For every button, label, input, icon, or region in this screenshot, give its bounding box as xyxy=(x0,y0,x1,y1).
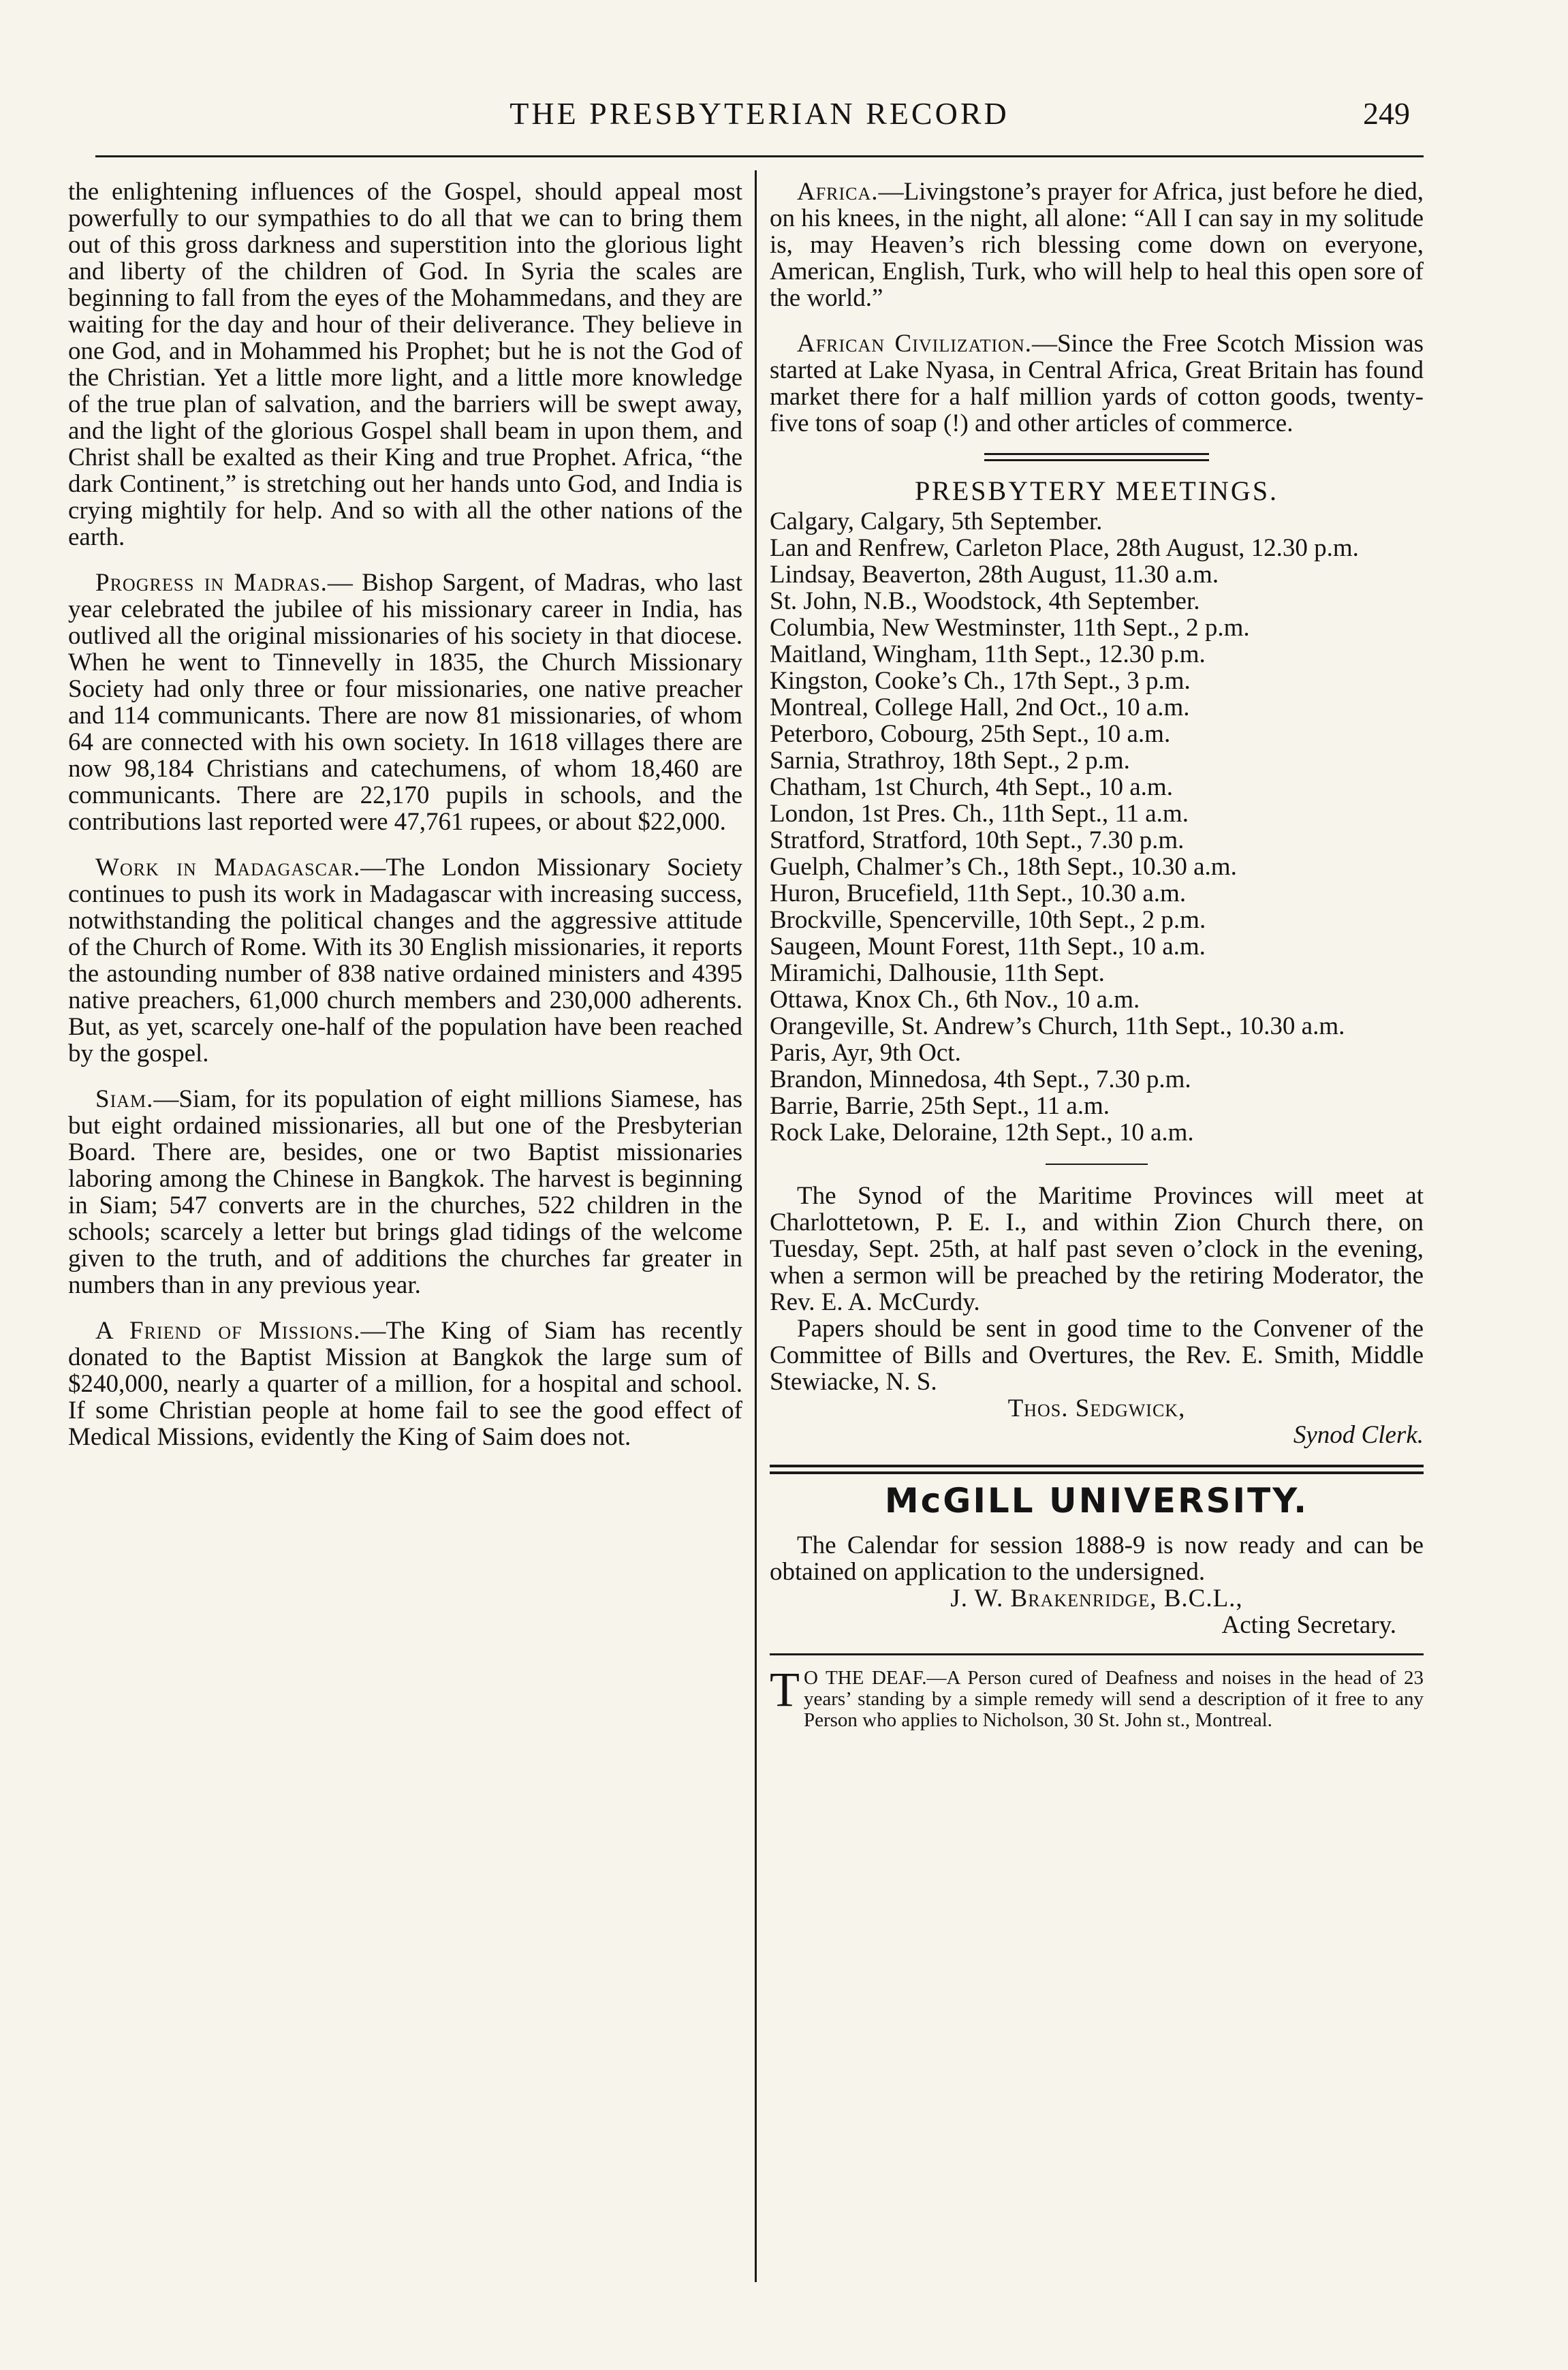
section-divider xyxy=(984,453,1209,461)
drop-cap: T xyxy=(770,1662,800,1717)
heading-friend-of-missions: A Friend of Missions. xyxy=(95,1317,361,1345)
paragraph-african-civilization xyxy=(770,330,1424,437)
paragraph-madras xyxy=(68,570,742,835)
meeting-item: Stratford, Stratford, 10th Sept., 7.30 p.m. xyxy=(770,826,1185,854)
paragraph-synod: The Synod of the Maritime Provinces will meet at Charlottetown, P. E. I., and within Zion Church there, on Tuesday, Sept. 25th, at half past seven o’clock in the evening, when a sermon will be preached by the retiring Moderator, the Rev. E. A. McCurdy. xyxy=(770,1182,1424,1316)
meeting-item: Montreal, College Hall, 2nd Oct., 10 a.m. xyxy=(770,693,1190,721)
text-madagascar: —The London Missionary Society continues to push its work in Madagascar with increasing success, notwithstanding the political changes and the aggressive attitude of the Church of Rome. With its 30 English missionaries, it reports the astounding number of 838 native ordained ministers and 4395 native preachers, 61,000 church members and 230,000 adherents. But, as yet, scarcely one-half of the population have been reached by the gospel. xyxy=(68,854,743,1067)
heading-african-civilization: African Civilization. xyxy=(797,330,1032,358)
meeting-item: Maitland, Wingham, 11th Sept., 12.30 p.m. xyxy=(770,640,1206,668)
deaf-notice-text: O THE DEAF.—A Person cured of Deafness and noises in the head of 23 years’ standing by a simple remedy will send a description of it free to any Person who applies to Nicholson, 30 St. John st., Montreal. xyxy=(803,1667,1424,1731)
running-title: THE PRESBYTERIAN RECORD xyxy=(509,96,1009,131)
heading-siam: Siam. xyxy=(95,1085,154,1113)
meeting-item: Kingston, Cooke’s Ch., 17th Sept., 3 p.m. xyxy=(770,667,1191,695)
paragraph-synod-papers: Papers should be sent in good time to the Convener of the Committee of Bills and Overtures, the Rev. E. Smith, Middle Stewiacke, N. S. xyxy=(770,1315,1424,1396)
meeting-item: Peterboro, Cobourg, 25th Sept., 10 a.m. xyxy=(770,720,1171,748)
page-number: 249 xyxy=(1363,96,1410,131)
page-header xyxy=(95,95,1424,143)
meeting-item: Sarnia, Strathroy, 18th Sept., 2 p.m. xyxy=(770,747,1130,775)
text-friend-of-missions: —The King of Siam has recently donated to the Baptist Mission at Bangkok the large sum of $240,000, nearly a quarter of a million, for a hospital and school. If some Christian people at home fail to see the good effect of Medical Missions, evidently the King of Saim does not. xyxy=(68,1317,742,1451)
text-madras: — Bishop Sargent, of Madras, who last year celebrated the jubilee of his missionary career in India, has outlived all the original missionaries of his society in that diocese. When he went to Tinnevelly in 1835, the Church Missionary Society had only three or four missionaries, one native preacher and 114 communicants. There are now 81 missionaries, of whom 64 are connected with his own society. In 1618 villages there are now 98,184 Christians and catechumens, of whom 18,460 are communicants. There are 22,170 pupils in schools, and the contributions last reported were 47,761 rupees, or about $22,000. xyxy=(68,569,742,836)
meeting-item: Lan and Renfrew, Carleton Place, 28th August, 12.30 p.m. xyxy=(770,534,1359,562)
column-divider xyxy=(755,170,757,2282)
paragraph-friend-of-missions xyxy=(68,1317,742,1450)
meeting-item: Miramichi, Dalhousie, 11th Sept. xyxy=(770,959,1105,987)
mcgill-title: McGILL UNIVERSITY. xyxy=(884,1481,1309,1521)
heading-africa: Africa. xyxy=(797,178,879,206)
mcgill-divider xyxy=(770,1465,1424,1474)
paragraph-africa xyxy=(770,178,1424,311)
heading-madras: Progress in Madras. xyxy=(95,569,328,597)
meeting-item: St. John, N.B., Woodstock, 4th September. xyxy=(770,587,1200,615)
presbytery-meetings-title: PRESBYTERY MEETINGS. xyxy=(914,475,1279,506)
meeting-item: Saugeen, Mount Forest, 11th Sept., 10 a.m. xyxy=(770,933,1206,961)
meeting-item: Calgary, Calgary, 5th September. xyxy=(770,508,1103,535)
meeting-item: London, 1st Pres. Ch., 11th Sept., 11 a.m. xyxy=(770,800,1189,828)
meeting-item: Lindsay, Beaverton, 28th August, 11.30 a.m. xyxy=(770,561,1219,589)
mcgill-signatory-title: Acting Secretary. xyxy=(1221,1611,1396,1639)
right-column xyxy=(770,178,1424,1731)
meeting-item: Paris, Ayr, 9th Oct. xyxy=(770,1039,961,1067)
left-column xyxy=(68,178,742,1450)
text-african-civilization: —Since the Free Scotch Mission was started at Lake Nyasa, in Central Africa, Great Britain has found market there for a half million yards of cotton goods, twenty-five tons of soap (!) and other articles of commerce. xyxy=(770,330,1424,437)
mcgill-signatory-name: J. W. Brakenridge, B.C.L., xyxy=(950,1585,1243,1612)
meeting-item: Brockville, Spencerville, 10th Sept., 2 p.m. xyxy=(770,906,1206,934)
heading-madagascar: Work in Madagascar. xyxy=(95,854,361,882)
meeting-item: Guelph, Chalmer’s Ch., 18th Sept., 10.30 a.m. xyxy=(770,853,1237,881)
meeting-item: Huron, Brucefield, 11th Sept., 10.30 a.m. xyxy=(770,879,1187,907)
short-divider xyxy=(1046,1164,1148,1165)
paragraph-mcgill: The Calendar for session 1888-9 is now ready and can be obtained on application to the undersigned. xyxy=(770,1531,1424,1586)
meeting-item: Chatham, 1st Church, 4th Sept., 10 a.m. xyxy=(770,773,1173,801)
paragraph-madagascar xyxy=(68,854,742,1067)
presbytery-meetings-list xyxy=(770,508,1424,1146)
meeting-item: Brandon, Minnedosa, 4th Sept., 7.30 p.m. xyxy=(770,1065,1191,1093)
text-africa: —Livingstone’s prayer for Africa, just before he died, on his knees, in the night, all alone: “All I can say in my solitude is, may Heaven’s rich blessing come down on everyone, American, English, Turk, who will help to heal this open sore of the world.” xyxy=(770,178,1424,312)
meeting-item: Barrie, Barrie, 25th Sept., 11 a.m. xyxy=(770,1092,1110,1120)
meeting-item: Orangeville, St. Andrew’s Church, 11th Sept., 10.30 a.m. xyxy=(770,1012,1345,1040)
text-siam: —Siam, for its population of eight millions Siamese, has but eight ordained missionaries, all but one of the Presbyterian Board. There are, besides, one or two Baptist missionaries laboring among the Chinese in Bangkok. The harvest is beginning in Siam; 547 converts are in the churches, 522 children in the schools; scarcely a letter but brings glad tidings of the welcome given to the truth, and of additions the churches far greater in numbers than in any previous year. xyxy=(68,1085,742,1299)
meeting-item: Columbia, New Westminster, 11th Sept., 2 p.m. xyxy=(770,614,1250,642)
meeting-item: Ottawa, Knox Ch., 6th Nov., 10 a.m. xyxy=(770,986,1140,1014)
paragraph-siam xyxy=(68,1086,742,1298)
deaf-notice xyxy=(770,1653,1424,1731)
paragraph-gospel: the enlightening influences of the Gospel, should appeal most powerfully to our sympathies to do all that we can to bring them out of this gross darkness and superstition into the glorious light and liberty of the children of God. In Syria the scales are beginning to fall from the eyes of the Mohammedans, and they are waiting for the day and hour of their deliverance. They believe in one God, and in Mohammed his Prophet; but he is not the God of the Christian. Yet a little more light, and a little more knowledge of the true plan of salvation, and the barriers will be swept away, and the light of the glorious Gospel shall beam in upon them, and Christ shall be exalted as their King and true Prophet. Africa, “the dark Continent,” is stretching out her hands unto God, and India is crying mightily for help. And so with all the other nations of the earth. xyxy=(68,178,742,551)
header-rule xyxy=(95,155,1424,157)
meeting-item: Rock Lake, Deloraine, 12th Sept., 10 a.m. xyxy=(770,1119,1194,1147)
synod-clerk-title: Synod Clerk. xyxy=(1293,1421,1424,1449)
synod-clerk-name: Thos. Sedgwick, xyxy=(1007,1394,1186,1422)
